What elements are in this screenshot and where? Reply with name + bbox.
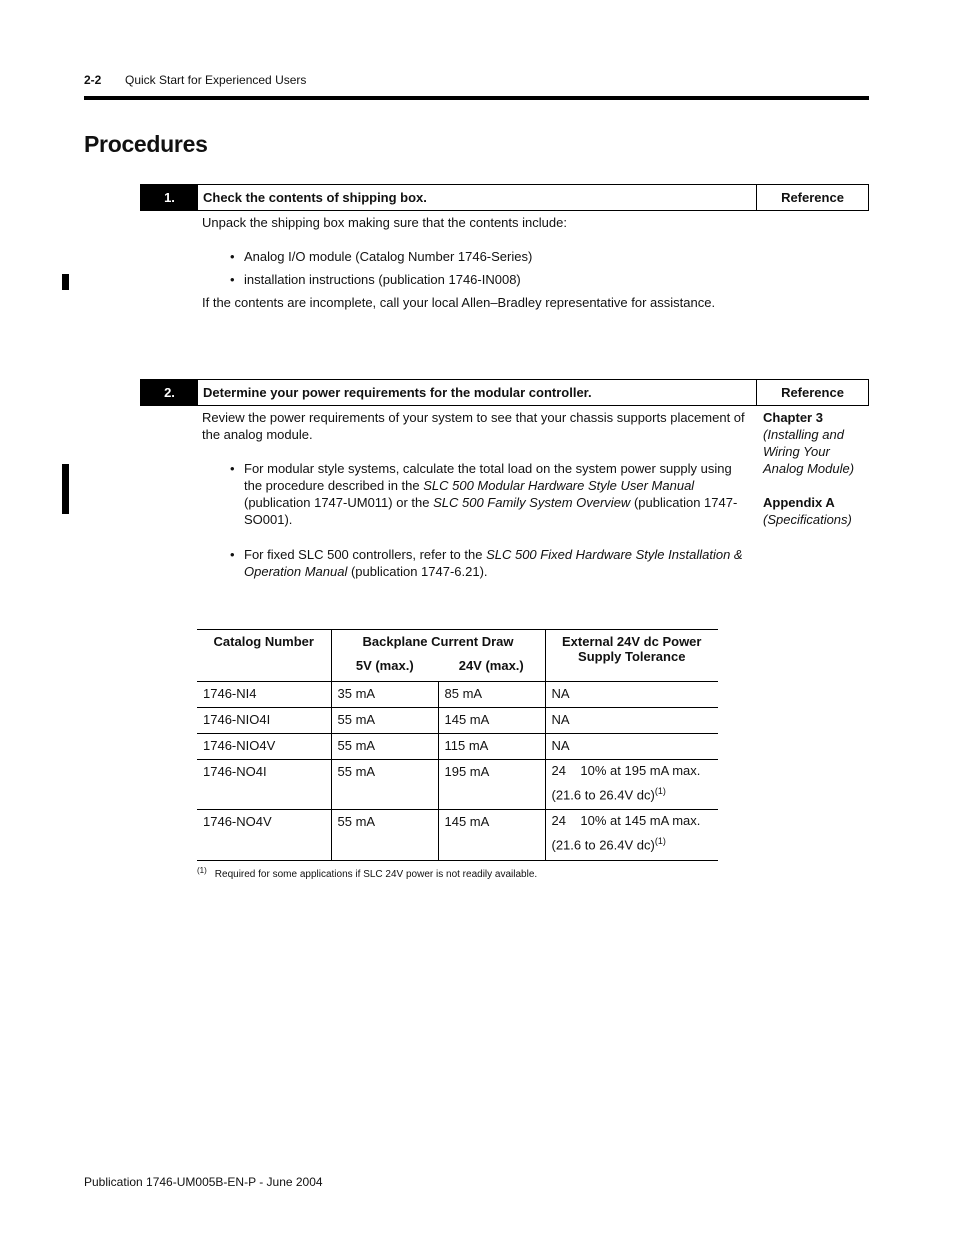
tolerance-cell [545, 734, 718, 760]
tolerance-text: NA [551, 712, 570, 727]
step-2-header [140, 379, 869, 406]
step-1-intro: Unpack the shipping box making sure that the contents include: [202, 215, 567, 230]
current-24v-cell: 195 mA [438, 760, 545, 810]
current-5v-cell: 55 mA [331, 760, 438, 810]
header-external: External 24V dc Power Supply Tolerance [545, 630, 718, 682]
current-24v-cell: 145 mA [438, 708, 545, 734]
table-footnote [197, 866, 537, 880]
change-bar [62, 464, 69, 514]
tolerance-cell [545, 810, 718, 860]
step-1-reference-label: Reference [781, 190, 844, 205]
bullet-text: For fixed SLC 500 controllers, refer to the [244, 547, 487, 562]
publication-footer: Publication 1746-UM005B-EN-P - June 2004 [84, 1175, 323, 1189]
manual-title: SLC 500 Family System Overview [433, 495, 631, 510]
current-5v-cell: 55 mA [331, 810, 438, 860]
manual-title: SLC 500 Modular Hardware Style User Manual [423, 478, 695, 493]
reference-detail: (Installing and Wiring Your Analog Module) [763, 427, 855, 476]
table-row [197, 682, 718, 708]
bullet-text: (publication 1747-SO001). [244, 495, 738, 527]
step-2-reference-label: Reference [781, 385, 844, 400]
tolerance-cell [545, 708, 718, 734]
power-requirements-table [197, 629, 718, 861]
header-catalog: Catalog Number [197, 630, 331, 682]
step-2-references [763, 409, 863, 528]
table-row [197, 810, 718, 860]
step-1-header [140, 184, 869, 211]
list-item [230, 546, 750, 580]
list-item [230, 460, 750, 528]
page-number: 2-2 [84, 73, 102, 87]
current-5v-cell: 35 mA [331, 682, 438, 708]
step-2-title: Determine your power requirements for the modular controller. [198, 380, 757, 405]
current-24v-cell: 85 mA [438, 682, 545, 708]
current-24v-cell: 145 mA [438, 810, 545, 860]
current-5v-cell: 55 mA [331, 708, 438, 734]
tolerance-range: (21.6 to 26.4V dc) [551, 837, 655, 853]
list-item: • Analog I/O module (Catalog Number 1746-Series) [230, 248, 750, 265]
page-title: Procedures [84, 131, 208, 157]
table-row [197, 708, 718, 734]
step-1-bullet-list [230, 248, 750, 288]
change-bar [62, 274, 69, 290]
bullet-text: For modular style systems, calculate the total load on the system power supply using the procedure described in the [244, 461, 732, 493]
catalog-cell: 1746-NIO4V [197, 734, 331, 760]
tolerance-cell [545, 682, 718, 708]
footnote-ref: (1) [654, 786, 666, 796]
footnote-mark: (1) [197, 866, 207, 875]
header-backplane: Backplane Current Draw [331, 630, 545, 653]
tolerance-text: NA [551, 686, 570, 701]
tolerance-range: (21.6 to 26.4V dc) [551, 787, 655, 803]
tolerance-text: 24 10% at 145 mA max. [551, 813, 701, 829]
header-24v: 24V (max.) [438, 652, 545, 682]
catalog-cell: 1746-NIO4I [197, 708, 331, 734]
footnote-ref: (1) [654, 836, 666, 847]
step-1-title: Check the contents of shipping box. [198, 185, 757, 210]
step-2-number: 2. [141, 380, 198, 405]
header-rule [84, 96, 869, 100]
current-5v-cell: 55 mA [331, 734, 438, 760]
manual-title: SLC 500 Fixed Hardware Style Installation & Operation Manual [244, 547, 743, 579]
current-24v-cell: 115 mA [438, 734, 545, 760]
tolerance-cell [545, 760, 718, 810]
reference-title: Chapter 3 [763, 410, 823, 425]
footnote-text: Required for some applications if SLC 24V power is not readily available. [214, 869, 538, 880]
bullet-text: (publication 1747-UM011) or the [244, 495, 434, 510]
step-2-bullet-list [230, 460, 750, 580]
header-5v: 5V (max.) [331, 652, 438, 682]
reference-detail: (Specifications) [763, 512, 852, 527]
tolerance-text: 24 10% at 195 mA max. [551, 763, 701, 778]
catalog-cell: 1746-NO4V [197, 810, 331, 860]
step-1-number: 1. [141, 185, 198, 210]
chapter-title: Quick Start for Experienced Users [125, 73, 307, 87]
list-item: • installation instructions (publication 1746-IN008) [230, 271, 750, 288]
reference-title: Appendix A [763, 495, 835, 510]
bullet-text: (publication 1747-6.21). [347, 564, 488, 579]
catalog-cell: 1746-NI4 [197, 682, 331, 708]
tolerance-text: NA [551, 738, 570, 753]
step-1-closing: If the contents are incomplete, call your local Allen–Bradley representative for assistance. [202, 295, 716, 310]
table-row [197, 760, 718, 810]
step-2-intro: Review the power requirements of your system to see that your chassis supports placement of the analog module. [202, 410, 745, 442]
catalog-cell: 1746-NO4I [197, 760, 331, 810]
table-row [197, 734, 718, 760]
